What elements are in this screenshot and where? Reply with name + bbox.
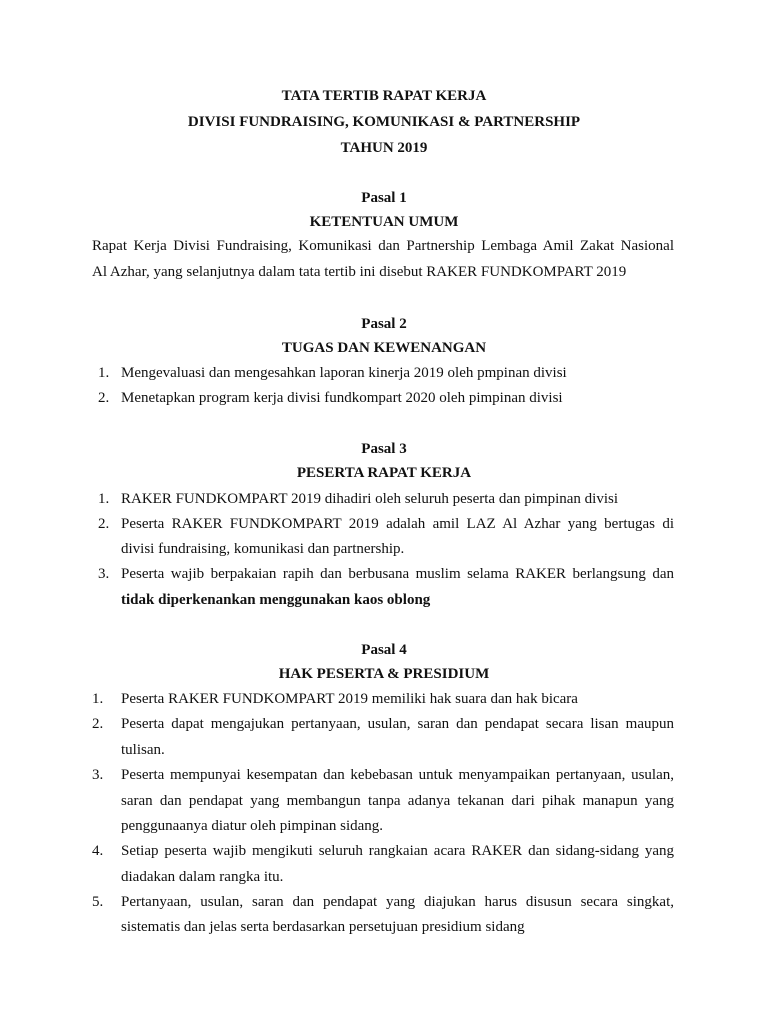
pasal3-title: PESERTA RAPAT KERJA xyxy=(296,465,472,481)
pasal1-text-line2: Al Azhar, yang selanjutnya dalam tata tertib ini disebut RAKER FUNDKOMPART 2019 xyxy=(92,264,627,280)
pasal1-text-line1: Rapat Kerja Divisi Fundraising, Komunikasi dan Partnership Lembaga Amil Zakat Nasional xyxy=(92,238,674,254)
pasal1-title: KETENTUAN UMUM xyxy=(309,214,459,230)
pasal4-item4-text-line1: Setiap peserta wajib mengikuti seluruh rangkaian acara RAKER dan sidang-sidang yang xyxy=(121,843,674,859)
pasal4-item5-num: 5. xyxy=(92,894,104,910)
pasal4-item2-num: 2. xyxy=(92,716,104,732)
pasal3-item2-text-line2: divisi fundraising, komunikasi dan partnership. xyxy=(121,541,405,557)
pasal3-item3-num: 3. xyxy=(98,566,110,582)
pasal4-item2-text-line1: Peserta dapat mengajukan pertanyaan, usulan, saran dan pendapat secara lisan maupun xyxy=(121,716,674,732)
pasal4-item5-text-line2: sistematis dan jelas serta berdasarkan persetujuan presidium sidang xyxy=(121,919,525,935)
doc-title-line1: TATA TERTIB RAPAT KERJA xyxy=(281,88,487,104)
pasal1-label: Pasal 1 xyxy=(361,190,407,206)
pasal4-item5-text-line1: Pertanyaan, usulan, saran dan pendapat yang diajukan harus disusun secara singkat, xyxy=(121,894,674,910)
doc-title-line2: DIVISI FUNDRAISING, KOMUNIKASI & PARTNERSHIP xyxy=(187,114,581,130)
pasal4-item3-text-line1: Peserta mempunyai kesempatan dan kebebasan untuk menyampaikan pertanyaan, usulan, xyxy=(121,767,674,783)
pasal2-item1-num: 1. xyxy=(98,365,110,381)
pasal2-label: Pasal 2 xyxy=(361,316,407,332)
pasal2-title: TUGAS DAN KEWENANGAN xyxy=(281,340,487,356)
pasal3-item3-text-line2-bold: tidak diperkenankan menggunakan kaos oblong xyxy=(121,592,431,608)
pasal2-item1-text: Mengevaluasi dan mengesahkan laporan kinerja 2019 oleh pmpinan divisi xyxy=(121,365,567,381)
pasal4-label: Pasal 4 xyxy=(361,642,407,658)
pasal3-item1-text: RAKER FUNDKOMPART 2019 dihadiri oleh seluruh peserta dan pimpinan divisi xyxy=(121,491,618,507)
doc-title-year: TAHUN 2019 xyxy=(340,140,428,156)
pasal3-item3-text-line1: Peserta wajib berpakaian rapih dan berbusana muslim selama RAKER berlangsung dan xyxy=(121,566,674,582)
pasal4-item1-num: 1. xyxy=(92,691,104,707)
pasal4-item3-text-line3: penggunaanya diatur oleh pimpinan sidang. xyxy=(121,818,384,834)
pasal4-item2-text-line2: tulisan. xyxy=(121,742,165,758)
pasal4-title: HAK PESERTA & PRESIDIUM xyxy=(278,666,490,682)
pasal4-item3-text-line2: saran dan pendapat yang membangun tanpa adanya tekanan dari pihak manapun yang xyxy=(121,793,674,809)
pasal2-item2-text: Menetapkan program kerja divisi fundkompart 2020 oleh pimpinan divisi xyxy=(121,390,563,406)
pasal4-item1-text: Peserta RAKER FUNDKOMPART 2019 memiliki hak suara dan hak bicara xyxy=(121,691,578,707)
pasal4-item4-text-line2: diadakan dalam rangka itu. xyxy=(121,869,284,885)
pasal4-item4-num: 4. xyxy=(92,843,104,859)
pasal4-item3-num: 3. xyxy=(92,767,104,783)
pasal3-label: Pasal 3 xyxy=(361,441,407,457)
pasal2-item2-num: 2. xyxy=(98,390,110,406)
pasal3-item2-text-line1: Peserta RAKER FUNDKOMPART 2019 adalah amil LAZ Al Azhar yang bertugas di xyxy=(121,516,674,532)
pasal3-item2-num: 2. xyxy=(98,516,110,532)
pasal3-item1-num: 1. xyxy=(98,491,110,507)
